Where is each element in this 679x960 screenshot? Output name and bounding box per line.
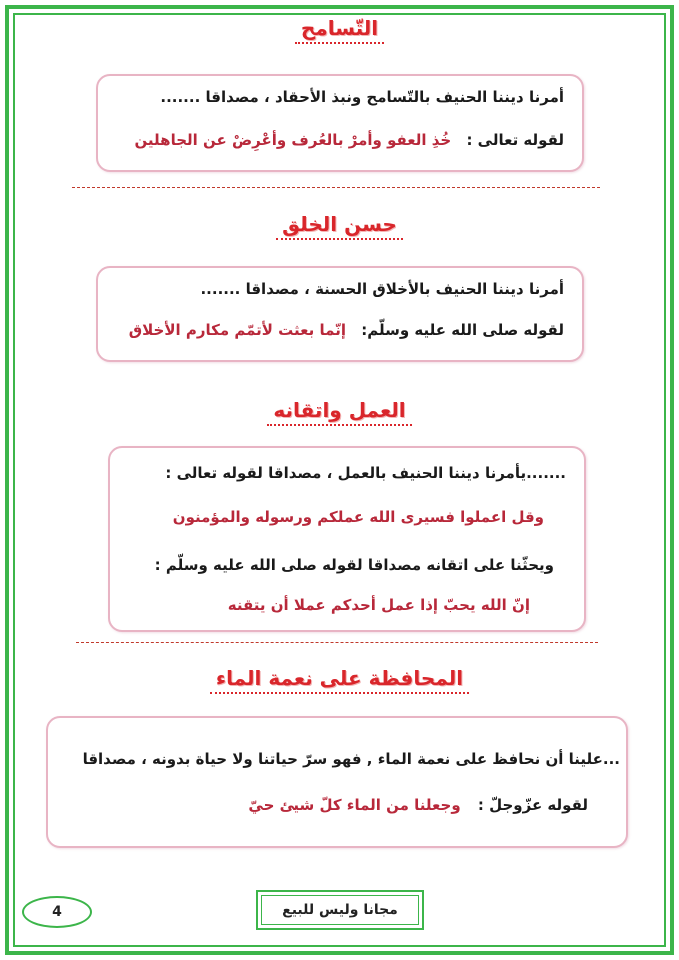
quran-verse: خُذِ العفو وأمرْ بالعُرف وأعْرِضْ عن الجاهلين bbox=[134, 131, 452, 149]
text-line-with-verse bbox=[58, 796, 588, 814]
section-title-water: المحافظة على نعمة الماء bbox=[0, 666, 679, 694]
section-title-work: العمل واتقانه bbox=[0, 398, 679, 426]
footer-label: مجانا وليس للبيع bbox=[261, 895, 419, 925]
content-box-water bbox=[46, 716, 628, 848]
intro-text: لقوله عزّوجلّ : bbox=[477, 796, 588, 814]
content-box-good-manners bbox=[96, 266, 584, 362]
section-divider bbox=[72, 187, 600, 188]
text-line: ويحثّنا على اتقانه مصداقا لقوله صلى الله عليه وسلّم : bbox=[154, 556, 554, 574]
section-title-good-manners: حسن الخلق bbox=[0, 212, 679, 240]
text-line-with-verse bbox=[108, 131, 564, 149]
text-line: .......يأمرنا ديننا الحنيف بالعمل ، مصداقا لقوله تعالى : bbox=[165, 464, 566, 482]
section-title-tolerance: التّسامح bbox=[0, 16, 679, 44]
intro-text: لقوله تعالى : bbox=[466, 131, 564, 149]
quran-verse: وجعلنا من الماء كلّ شيئ حيّ bbox=[248, 796, 461, 814]
quran-verse: وقل اعملوا فسيرى الله عملكم ورسوله والمؤمنون bbox=[172, 508, 544, 526]
intro-text: لقوله صلى الله عليه وسلّم: bbox=[361, 321, 564, 339]
text-line: ...علينا أن نحافظ على نعمة الماء , فهو سرّ حياتنا ولا حياة بدونه ، مصداقا bbox=[82, 750, 620, 768]
section-divider bbox=[76, 642, 598, 643]
content-box-work bbox=[108, 446, 586, 632]
text-line-with-hadith bbox=[108, 321, 564, 339]
footer-label-box bbox=[256, 890, 424, 930]
text-line: أمرنا ديننا الحنيف بالأخلاق الحسنة ، مصداقا ....... bbox=[200, 280, 564, 298]
text-line: أمرنا ديننا الحنيف بالتّسامح ونبذ الأحقاد ، مصداقا ....... bbox=[160, 88, 564, 106]
content-box-tolerance bbox=[96, 74, 584, 172]
hadith-text: إنّ الله يحبّ إذا عمل أحدكم عملا أن يتقنه bbox=[227, 596, 530, 614]
page-number: 4 bbox=[22, 896, 92, 928]
hadith-text: إنّما بعثت لأتمّم مكارم الأخلاق bbox=[128, 321, 346, 339]
